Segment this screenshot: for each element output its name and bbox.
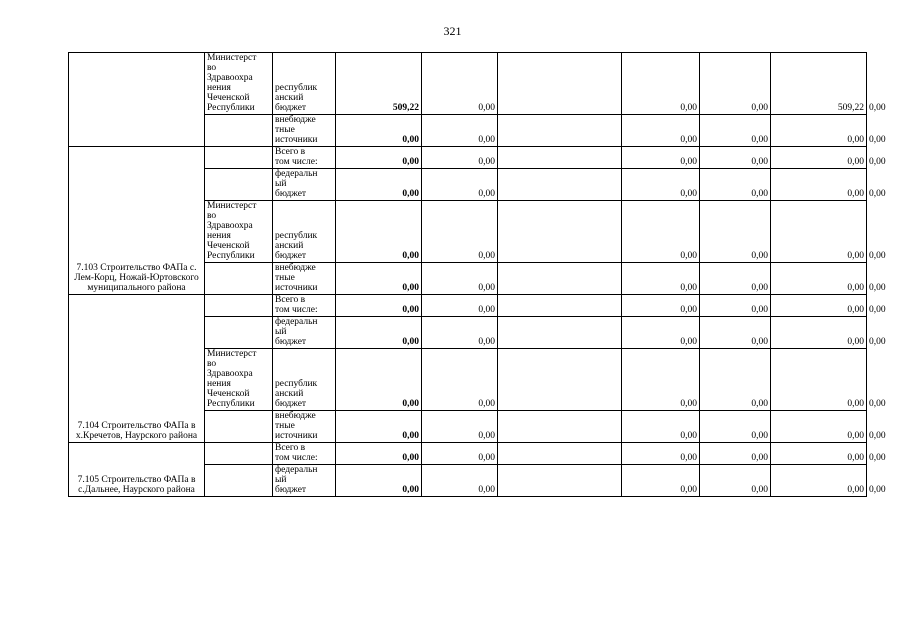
executor-cell — [205, 465, 273, 497]
table-row: внебюдже тные источники 0,00 0,00 0,00 0,00 0,00 0,00 — [69, 263, 867, 295]
value-cell: 0,00 — [700, 201, 771, 263]
funding-source-text: федеральн ый бюджет — [275, 465, 318, 495]
funding-source-cell — [273, 465, 336, 497]
funding-source-text: республик анский бюджет — [275, 83, 318, 113]
total-value-cell: 0,00 — [336, 465, 422, 497]
funding-source-cell — [273, 411, 336, 443]
executor-cell — [205, 147, 273, 169]
funding-source-text: республик анский бюджет — [275, 231, 318, 261]
value-cell: 0,00 — [422, 443, 498, 465]
funding-source-cell — [273, 53, 336, 115]
project-name-cell: 7.103 Строительство ФАПа с. Лем-Корц, Ножай-Юртовского муниципального района — [69, 147, 205, 295]
total-value-cell: 0,00 — [336, 147, 422, 169]
executor-cell — [205, 443, 273, 465]
value-cell — [498, 317, 622, 349]
funding-source-text: Всего в том числе: — [275, 147, 318, 167]
funding-source-cell — [273, 169, 336, 201]
value-cell: 0,00 — [422, 53, 498, 115]
value-cell: 0,00 — [622, 115, 700, 147]
table-row: федеральн ый бюджет 0,00 0,00 0,00 0,00 0,00 0,00 — [69, 169, 867, 201]
funding-source-cell — [273, 201, 336, 263]
value-cell: 0,00 — [622, 443, 700, 465]
funding-source-cell — [273, 147, 336, 169]
value-cell — [498, 201, 622, 263]
value-cell: 0,00 — [700, 317, 771, 349]
funding-source-cell — [273, 295, 336, 317]
executor-cell — [205, 317, 273, 349]
value-cell: 0,00 — [422, 295, 498, 317]
table-row: 7.105 Строительство ФАПа в с.Дальнее, Наурского района Всего в том числе: 0,00 0,00 0,00 0,00 0,00 0,00 — [69, 443, 867, 465]
funding-source-text: республик анский бюджет — [275, 379, 318, 409]
table-row: 7.104 Строительство ФАПа в х.Кречетов, Наурского района Всего в том числе: 0,00 0,00 0,00 0,00 0,00 0,00 — [69, 295, 867, 317]
value-cell — [498, 263, 622, 295]
executor-cell — [205, 115, 273, 147]
table-row: Министерст во Здравоохра нения Чеченской Республики республик анский бюджет 509,22 0,00 0,00 0,00 509,22 0,00 — [69, 53, 867, 115]
value-cell: 0,00 — [771, 443, 867, 465]
table-row: Министерст во Здравоохра нения Чеченской Республики республик анский бюджет 0,00 0,00 0,00 0,00 0,00 0,00 — [69, 349, 867, 411]
budget-table — [68, 52, 886, 497]
value-cell: 0,00 — [771, 411, 867, 443]
funding-source-text: Всего в том числе: — [275, 295, 318, 315]
value-cell: 0,00 — [622, 53, 700, 115]
funding-source-text: внебюдже тные источники — [275, 263, 318, 293]
total-value-cell: 0,00 — [336, 411, 422, 443]
total-value-cell: 0,00 — [336, 317, 422, 349]
value-cell: 0,00 — [700, 263, 771, 295]
total-value-cell: 0,00 — [336, 115, 422, 147]
value-cell: 0,00 — [700, 295, 771, 317]
value-cell — [498, 465, 622, 497]
executor-text: Министерст во Здравоохра нения Чеченской Республики — [207, 201, 257, 261]
value-cell — [498, 295, 622, 317]
value-cell: 0,00 — [771, 317, 867, 349]
value-cell: 0,00 — [700, 147, 771, 169]
value-cell — [498, 115, 622, 147]
total-value-cell: 0,00 — [336, 295, 422, 317]
value-cell: 0,00 — [771, 115, 867, 147]
value-cell: 0,00 — [622, 169, 700, 201]
value-cell: 0,00 — [622, 411, 700, 443]
project-name-cell — [69, 53, 205, 147]
project-name-cell: 7.104 Строительство ФАПа в х.Кречетов, Наурского района — [69, 295, 205, 443]
value-cell: 0,00 — [422, 411, 498, 443]
value-cell — [498, 443, 622, 465]
project-name-cell: 7.105 Строительство ФАПа в с.Дальнее, Наурского района — [69, 443, 205, 497]
funding-source-cell — [273, 443, 336, 465]
value-cell: 0,00 — [622, 349, 700, 411]
funding-source-text: внебюдже тные источники — [275, 411, 318, 441]
value-cell: 0,00 — [700, 169, 771, 201]
value-cell: 0,00 — [700, 349, 771, 411]
executor-text: Министерст во Здравоохра нения Чеченской Республики — [207, 53, 257, 113]
value-cell: 0,00 — [771, 169, 867, 201]
executor-cell — [205, 411, 273, 443]
value-cell: 0,00 — [700, 115, 771, 147]
value-cell: 0,00 — [771, 201, 867, 263]
value-cell: 0,00 — [422, 201, 498, 263]
value-cell: 0,00 — [622, 147, 700, 169]
executor-cell — [205, 169, 273, 201]
total-value-cell: 0,00 — [336, 263, 422, 295]
executor-text: Министерст во Здравоохра нения Чеченской Республики — [207, 349, 257, 409]
total-value-cell: 509,22 — [336, 53, 422, 115]
value-cell: 0,00 — [622, 465, 700, 497]
value-cell: 0,00 — [422, 115, 498, 147]
value-cell: 0,00 — [622, 263, 700, 295]
value-cell: 0,00 — [700, 411, 771, 443]
funding-source-text: федеральн ый бюджет — [275, 317, 318, 347]
executor-cell — [205, 349, 273, 411]
funding-source-cell — [273, 115, 336, 147]
value-cell: 0,00 — [422, 317, 498, 349]
page-number: 321 — [443, 24, 462, 38]
total-value-cell: 0,00 — [336, 349, 422, 411]
value-cell: 0,00 — [700, 443, 771, 465]
value-cell: 0,00 — [622, 201, 700, 263]
total-value-cell: 0,00 — [336, 169, 422, 201]
funding-source-cell — [273, 349, 336, 411]
value-cell: 509,22 — [771, 53, 867, 115]
executor-cell — [205, 201, 273, 263]
total-value-cell: 0,00 — [336, 443, 422, 465]
value-cell: 0,00 — [422, 147, 498, 169]
value-cell — [498, 349, 622, 411]
value-cell: 0,00 — [422, 263, 498, 295]
table-row: федеральн ый бюджет 0,00 0,00 0,00 0,00 0,00 0,00 — [69, 317, 867, 349]
table-row: внебюдже тные источники 0,00 0,00 0,00 0,00 0,00 0,00 — [69, 411, 867, 443]
value-cell: 0,00 — [771, 263, 867, 295]
table-row: федеральн ый бюджет 0,00 0,00 0,00 0,00 0,00 0,00 — [69, 465, 867, 497]
value-cell: 0,00 — [771, 465, 867, 497]
funding-source-text: федеральн ый бюджет — [275, 169, 318, 199]
value-cell — [498, 411, 622, 443]
table-row: внебюдже тные источники 0,00 0,00 0,00 0,00 0,00 0,00 — [69, 115, 867, 147]
table-row: 7.103 Строительство ФАПа с. Лем-Корц, Ножай-Юртовского муниципального района Всего в том числе: 0,00 0,00 0,00 0,00 0,00 0,00 — [69, 147, 867, 169]
value-cell — [498, 147, 622, 169]
value-cell: 0,00 — [422, 465, 498, 497]
value-cell: 0,00 — [700, 465, 771, 497]
funding-source-text: Всего в том числе: — [275, 443, 318, 463]
value-cell: 0,00 — [422, 169, 498, 201]
total-value-cell: 0,00 — [336, 201, 422, 263]
value-cell — [498, 53, 622, 115]
value-cell: 0,00 — [622, 317, 700, 349]
funding-source-text: внебюдже тные источники — [275, 115, 318, 145]
table-row: Министерст во Здравоохра нения Чеченской Республики республик анский бюджет 0,00 0,00 0,00 0,00 0,00 0,00 — [69, 201, 867, 263]
value-cell: 0,00 — [622, 295, 700, 317]
value-cell: 0,00 — [771, 295, 867, 317]
executor-cell — [205, 53, 273, 115]
executor-cell — [205, 263, 273, 295]
value-cell: 0,00 — [771, 147, 867, 169]
executor-cell — [205, 295, 273, 317]
value-cell: 0,00 — [771, 349, 867, 411]
value-cell: 0,00 — [422, 349, 498, 411]
funding-source-cell — [273, 263, 336, 295]
value-cell — [498, 169, 622, 201]
funding-source-cell — [273, 317, 336, 349]
value-cell: 0,00 — [700, 53, 771, 115]
